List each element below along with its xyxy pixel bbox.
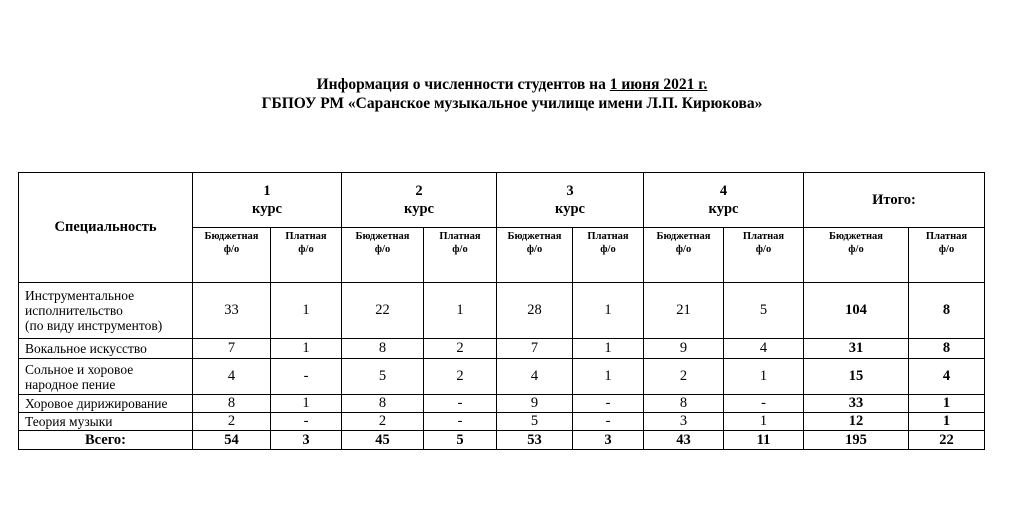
value-cell: 4 xyxy=(193,359,271,395)
value-cell: 2 xyxy=(424,339,497,359)
value-cell: - xyxy=(424,413,497,431)
grand-total-cell: 3 xyxy=(271,431,342,450)
grand-total-cell: 22 xyxy=(909,431,985,450)
value-cell: - xyxy=(724,395,804,413)
grand-total-cell: 53 xyxy=(497,431,573,450)
value-cell: 3 xyxy=(644,413,724,431)
table-row xyxy=(19,339,985,359)
value-cell: 1 xyxy=(573,359,644,395)
value-cell: 8 xyxy=(342,339,424,359)
value-cell: 2 xyxy=(644,359,724,395)
grand-total-cell: 43 xyxy=(644,431,724,450)
document-title-line2: ГБПОУ РМ «Саранское музыкальное училище имени Л.П. Кирюкова» xyxy=(261,95,763,112)
title-date: 1 июня 2021 г. xyxy=(609,76,708,93)
value-cell: - xyxy=(424,395,497,413)
specialty-cell xyxy=(19,395,193,413)
value-cell: - xyxy=(573,395,644,413)
value-cell: - xyxy=(271,359,342,395)
specialty-line: Хоровое дирижирование xyxy=(25,396,168,411)
value-cell: 8 xyxy=(644,395,724,413)
header-course-4: 4 курс xyxy=(644,173,804,228)
value-cell: 7 xyxy=(193,339,271,359)
subheader-budget-form: ф/о xyxy=(223,244,240,255)
subheader-paid-label: Платная xyxy=(742,231,785,242)
header-specialty: Специальность xyxy=(19,173,193,283)
grand-total-cell: 11 xyxy=(724,431,804,450)
specialty-cell xyxy=(19,413,193,431)
value-cell: 28 xyxy=(497,283,573,339)
subheader-paid-label: Платная xyxy=(285,231,327,242)
subheader-budget-label: Бюджетная xyxy=(507,231,562,242)
value-cell: 5 xyxy=(342,359,424,395)
subheader-budget-form: ф/о xyxy=(675,244,692,255)
grand-total-cell: 45 xyxy=(342,431,424,450)
subheader-budget-form: ф/о xyxy=(526,244,543,255)
subheader-paid-form: ф/о xyxy=(600,244,616,255)
subheader-budget-form: ф/о xyxy=(374,244,391,255)
value-cell: 5 xyxy=(724,283,804,339)
total-value-cell: 1 xyxy=(909,395,985,413)
subheader-budget-form: ф/о xyxy=(848,244,864,255)
subheader-paid-form: ф/о xyxy=(298,244,314,255)
value-cell: 4 xyxy=(724,339,804,359)
grand-total-cell: 3 xyxy=(573,431,644,450)
subheader-paid-form: ф/о xyxy=(755,244,772,255)
grand-total-cell: 5 xyxy=(424,431,497,450)
table-row xyxy=(19,413,985,431)
subheader-paid xyxy=(424,228,497,283)
total-row xyxy=(19,431,985,450)
table-row xyxy=(19,359,985,395)
total-label: Всего: xyxy=(19,431,193,450)
value-cell: 1 xyxy=(271,283,342,339)
value-cell: 1 xyxy=(271,395,342,413)
subheader-budget-label: Бюджетная xyxy=(204,231,259,242)
subheader-paid xyxy=(573,228,644,283)
value-cell: 1 xyxy=(271,339,342,359)
specialty-line: (по виду инструментов) xyxy=(25,318,163,333)
subheader-paid xyxy=(271,228,342,283)
total-value-cell: 4 xyxy=(909,359,985,395)
subheader-budget-label: Бюджетная xyxy=(829,231,883,242)
value-cell: 33 xyxy=(193,283,271,339)
subheader-paid xyxy=(909,228,985,283)
total-value-cell: 15 xyxy=(804,359,909,395)
total-value-cell: 33 xyxy=(804,395,909,413)
specialty-line: Теория музыки xyxy=(25,414,113,429)
value-cell: 4 xyxy=(497,359,573,395)
total-value-cell: 104 xyxy=(804,283,909,339)
value-cell: 2 xyxy=(424,359,497,395)
total-value-cell: 31 xyxy=(804,339,909,359)
value-cell: 2 xyxy=(193,413,271,431)
total-value-cell: 12 xyxy=(804,413,909,431)
title-prefix: Информация о численности студентов на xyxy=(316,76,610,93)
grand-total-cell: 195 xyxy=(804,431,909,450)
value-cell: 8 xyxy=(193,395,271,413)
value-cell: 1 xyxy=(724,413,804,431)
value-cell: 21 xyxy=(644,283,724,339)
subheader-budget xyxy=(497,228,573,283)
value-cell: - xyxy=(271,413,342,431)
subheader-paid-form: ф/о xyxy=(452,244,468,255)
value-cell: 9 xyxy=(497,395,573,413)
header-course-2: 2 курс xyxy=(342,173,497,228)
value-cell: 1 xyxy=(573,339,644,359)
total-value-cell: 1 xyxy=(909,413,985,431)
value-cell: 9 xyxy=(644,339,724,359)
value-cell: 5 xyxy=(497,413,573,431)
specialty-cell xyxy=(19,359,193,395)
subheader-budget xyxy=(644,228,724,283)
table-row xyxy=(19,395,985,413)
table-body xyxy=(19,283,985,450)
total-value-cell: 8 xyxy=(909,283,985,339)
specialty-cell xyxy=(19,339,193,359)
subheader-budget-label: Бюджетная xyxy=(656,231,711,242)
subheader-budget-label: Бюджетная xyxy=(355,231,410,242)
value-cell: 2 xyxy=(342,413,424,431)
value-cell: - xyxy=(573,413,644,431)
subheader-paid-label: Платная xyxy=(587,231,629,242)
header-course-3: 3 курс xyxy=(497,173,644,228)
students-table xyxy=(18,172,985,450)
subheader-budget xyxy=(193,228,271,283)
specialty-line: Сольное и хоровое xyxy=(25,361,134,377)
subheader-budget xyxy=(804,228,909,283)
specialty-line: народное пение xyxy=(25,376,116,392)
subheader-paid-label: Платная xyxy=(925,231,968,242)
document-title-line1 xyxy=(0,75,1024,95)
value-cell: 1 xyxy=(424,283,497,339)
subheader-budget xyxy=(342,228,424,283)
total-value-cell: 8 xyxy=(909,339,985,359)
subheader-paid-label: Платная xyxy=(439,231,481,242)
specialty-line: Инструментальное xyxy=(25,288,135,303)
subheader-paid-form: ф/о xyxy=(938,244,955,255)
subheader-paid xyxy=(724,228,804,283)
specialty-cell xyxy=(19,283,193,339)
specialty-line: исполнительство xyxy=(25,303,123,318)
value-cell: 7 xyxy=(497,339,573,359)
header-total: Итого: xyxy=(804,173,985,228)
value-cell: 1 xyxy=(573,283,644,339)
header-course-1: 1 курс xyxy=(193,173,342,228)
grand-total-cell: 54 xyxy=(193,431,271,450)
value-cell: 1 xyxy=(724,359,804,395)
value-cell: 8 xyxy=(342,395,424,413)
specialty-line: Вокальное искусство xyxy=(25,341,147,356)
table-row xyxy=(19,283,985,339)
value-cell: 22 xyxy=(342,283,424,339)
